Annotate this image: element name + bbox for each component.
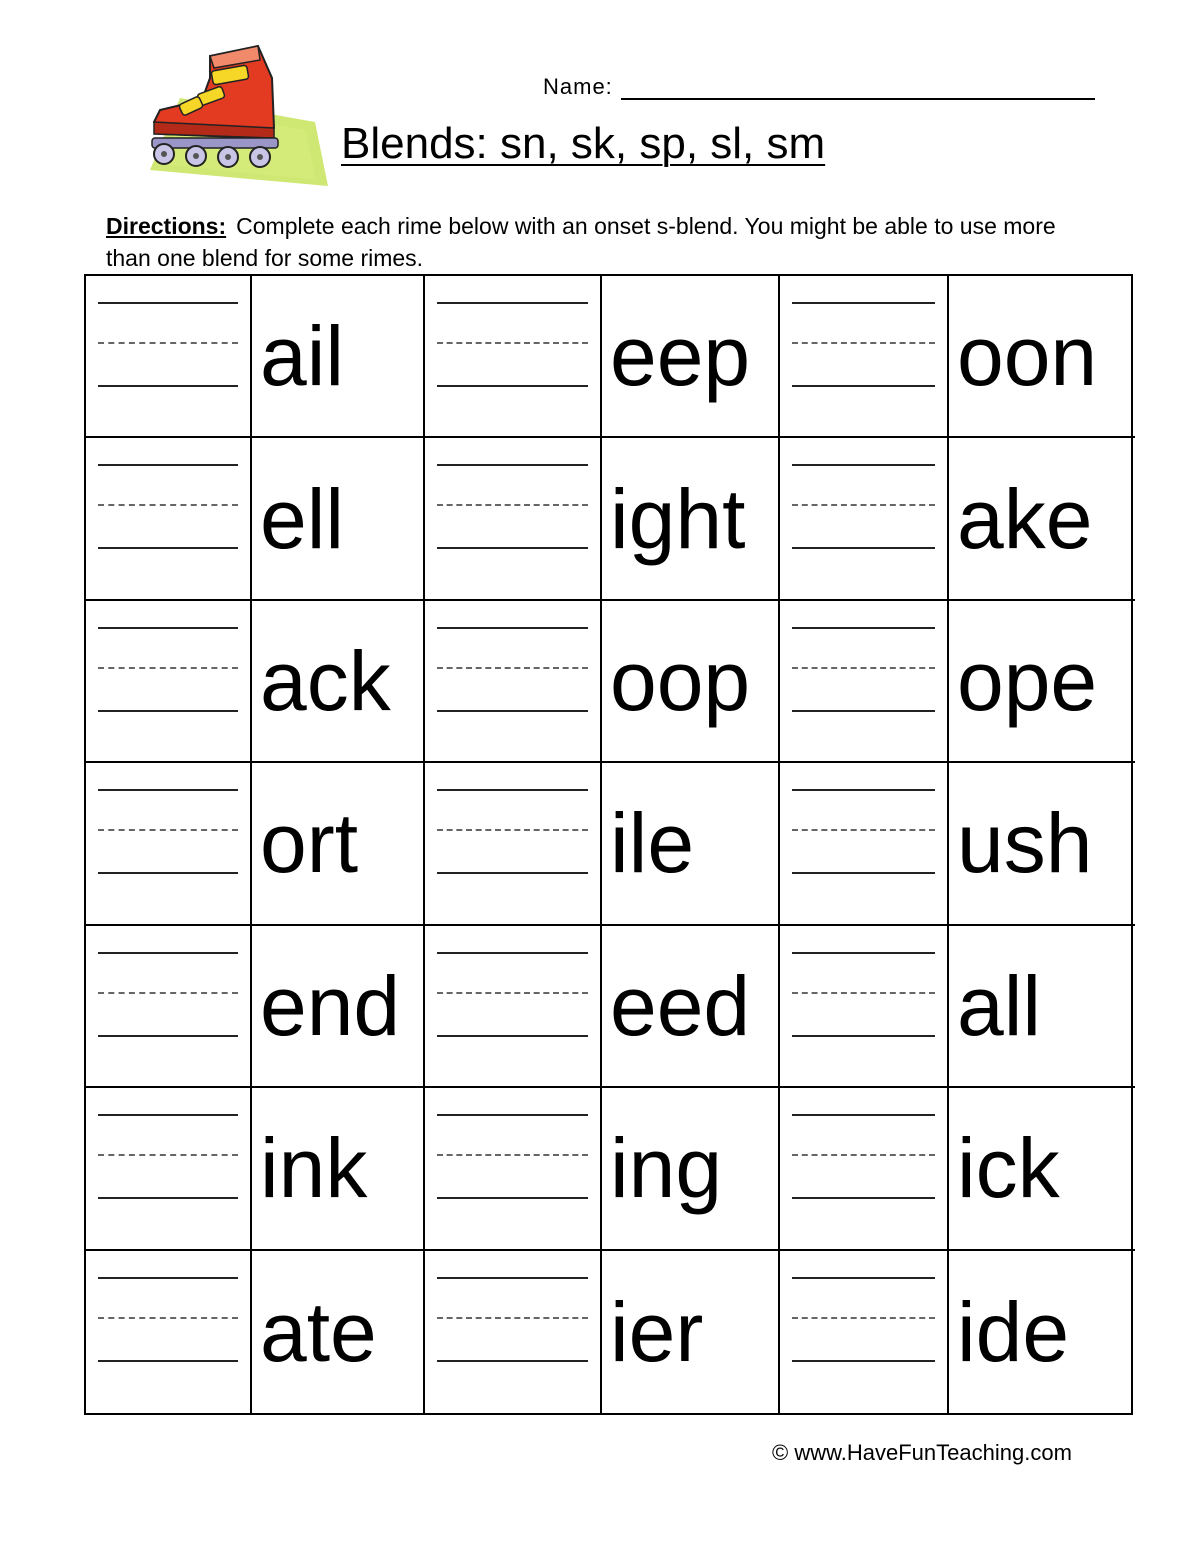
blend-answer-blank[interactable]	[780, 1251, 949, 1413]
rime-word: ier	[602, 1251, 780, 1413]
writing-line	[98, 1197, 238, 1199]
dashed-guide-line	[437, 992, 588, 994]
writing-line	[98, 1035, 238, 1037]
writing-line	[792, 789, 935, 791]
blend-answer-blank[interactable]	[425, 926, 602, 1088]
rime-word: ort	[252, 763, 425, 925]
writing-line	[98, 302, 238, 304]
dashed-guide-line	[792, 1317, 935, 1319]
writing-line	[792, 872, 935, 874]
writing-line	[437, 872, 588, 874]
writing-line	[792, 385, 935, 387]
rime-word: all	[949, 926, 1135, 1088]
dashed-guide-line	[437, 1154, 588, 1156]
dashed-guide-line	[98, 1154, 238, 1156]
writing-line	[437, 1114, 588, 1116]
dashed-guide-line	[792, 1154, 935, 1156]
rime-word: end	[252, 926, 425, 1088]
rime-word: ail	[252, 276, 425, 438]
directions-text: Complete each rime below with an onset s-blend. You might be able to use more than one blend for some rimes.	[106, 213, 1056, 271]
writing-line	[792, 1277, 935, 1279]
writing-line	[792, 1035, 935, 1037]
writing-line	[437, 627, 588, 629]
rime-word: ick	[949, 1088, 1135, 1250]
dashed-guide-line	[792, 504, 935, 506]
blend-answer-blank[interactable]	[780, 276, 949, 438]
writing-line	[437, 952, 588, 954]
blend-answer-blank[interactable]	[780, 763, 949, 925]
writing-line	[437, 710, 588, 712]
writing-line	[437, 464, 588, 466]
dashed-guide-line	[98, 504, 238, 506]
rime-word: ide	[957, 1284, 1070, 1379]
rime-word: oon	[949, 276, 1135, 438]
dashed-guide-line	[437, 342, 588, 344]
blend-answer-blank[interactable]	[86, 926, 252, 1088]
writing-line	[98, 789, 238, 791]
blend-answer-blank[interactable]	[780, 601, 949, 763]
rime-word: eed	[602, 926, 780, 1088]
directions	[106, 210, 1096, 274]
writing-line	[98, 1277, 238, 1279]
writing-line	[98, 710, 238, 712]
dashed-guide-line	[792, 829, 935, 831]
blend-answer-blank[interactable]	[425, 601, 602, 763]
writing-line	[792, 1114, 935, 1116]
dashed-guide-line	[792, 342, 935, 344]
blend-answer-blank[interactable]	[86, 276, 252, 438]
blend-answer-blank[interactable]	[780, 926, 949, 1088]
writing-line	[437, 302, 588, 304]
dashed-guide-line	[792, 992, 935, 994]
blend-answer-blank[interactable]	[86, 763, 252, 925]
writing-line	[98, 1114, 238, 1116]
dashed-guide-line	[98, 667, 238, 669]
rime-word: ink	[252, 1088, 425, 1250]
rime-word: ush	[949, 763, 1135, 925]
writing-line	[98, 385, 238, 387]
writing-line	[98, 872, 238, 874]
writing-line	[792, 1360, 935, 1362]
writing-line	[437, 385, 588, 387]
writing-line	[792, 952, 935, 954]
writing-line	[437, 1360, 588, 1362]
dashed-guide-line	[98, 1317, 238, 1319]
writing-line	[792, 710, 935, 712]
blend-answer-blank[interactable]	[780, 1088, 949, 1250]
writing-line	[792, 627, 935, 629]
blend-answer-blank[interactable]	[425, 276, 602, 438]
directions-label: Directions:	[106, 213, 227, 239]
writing-line	[792, 547, 935, 549]
writing-line	[98, 627, 238, 629]
copyright-footer: © www.HaveFunTeaching.com	[772, 1440, 1072, 1465]
writing-line	[98, 464, 238, 466]
dashed-guide-line	[437, 1317, 588, 1319]
rime-word: eep	[602, 276, 780, 438]
blend-answer-blank[interactable]	[425, 763, 602, 925]
writing-line	[98, 952, 238, 954]
rime-grid	[84, 274, 1133, 1415]
inline-skate-icon	[140, 38, 330, 188]
name-field[interactable]	[621, 72, 1095, 100]
rime-word: ate	[252, 1251, 425, 1413]
writing-line	[437, 547, 588, 549]
blend-answer-blank[interactable]	[425, 438, 602, 600]
writing-line	[792, 302, 935, 304]
dashed-guide-line	[98, 342, 238, 344]
rime-word: ope	[949, 601, 1135, 763]
blend-answer-blank[interactable]	[86, 601, 252, 763]
writing-line	[437, 1035, 588, 1037]
rime-word: ing	[602, 1088, 780, 1250]
blend-answer-blank[interactable]	[425, 1088, 602, 1250]
writing-line	[792, 464, 935, 466]
blend-answer-blank[interactable]	[86, 438, 252, 600]
blend-answer-blank[interactable]	[425, 1251, 602, 1413]
dashed-guide-line	[98, 992, 238, 994]
rime-word: ack	[252, 601, 425, 763]
rime-word: ake	[949, 438, 1135, 600]
writing-line	[792, 1197, 935, 1199]
writing-line	[437, 1197, 588, 1199]
blend-answer-blank[interactable]	[86, 1251, 252, 1413]
dashed-guide-line	[437, 504, 588, 506]
blend-answer-blank[interactable]	[86, 1088, 252, 1250]
rime-word: oop	[602, 601, 780, 763]
rime-word: ell	[252, 438, 425, 600]
writing-line	[98, 547, 238, 549]
dashed-guide-line	[437, 829, 588, 831]
dashed-guide-line	[437, 667, 588, 669]
name-row	[543, 70, 1095, 100]
page-title: Blends: sn, sk, sp, sl, sm	[341, 119, 826, 168]
dashed-guide-line	[792, 667, 935, 669]
name-label: Name:	[543, 74, 613, 99]
rime-word: ight	[602, 438, 780, 600]
writing-line	[437, 1277, 588, 1279]
dashed-guide-line	[98, 829, 238, 831]
blend-answer-blank[interactable]	[780, 438, 949, 600]
writing-line	[437, 789, 588, 791]
rime-word: ile	[602, 763, 780, 925]
writing-line	[98, 1360, 238, 1362]
